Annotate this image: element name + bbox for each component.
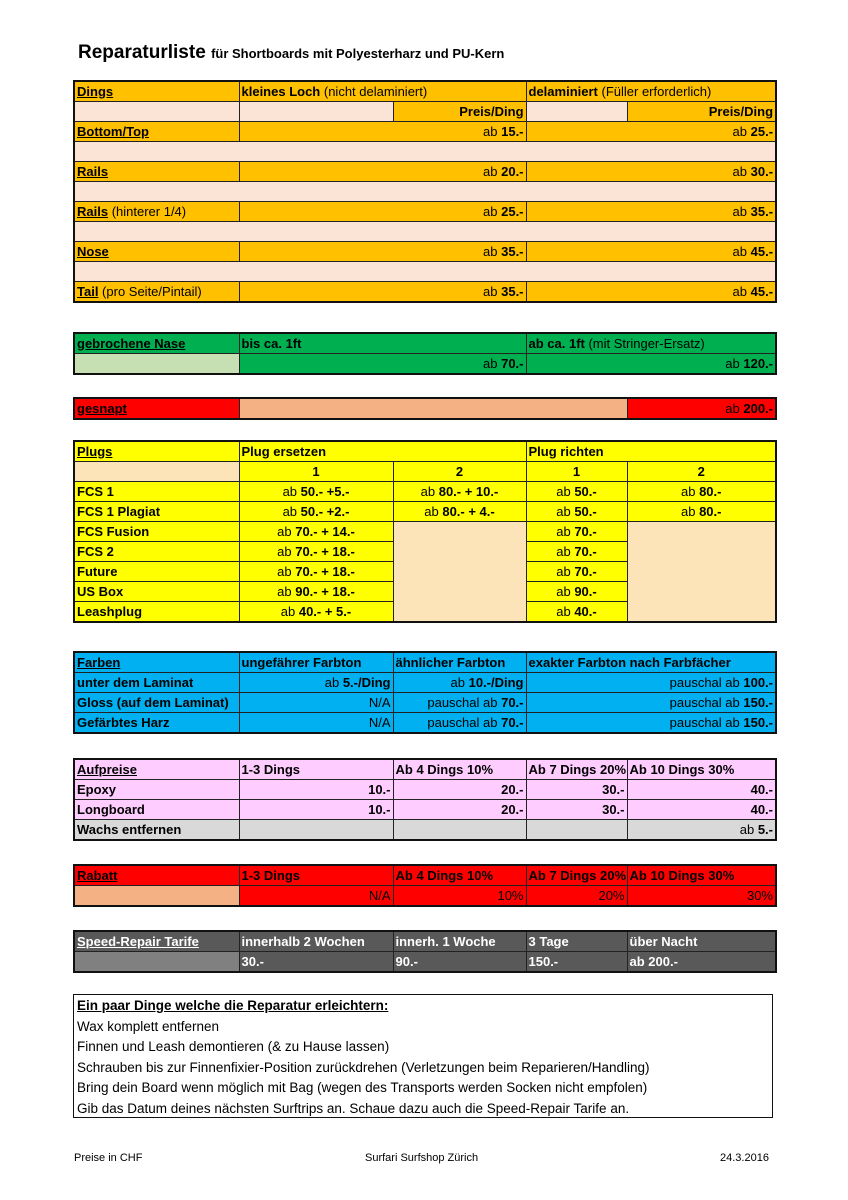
nase-price-1: ab 70.- — [239, 354, 526, 375]
nase-label: gebrochene Nase — [74, 333, 239, 354]
cell: ab 70.- + 14.- — [239, 522, 393, 542]
dings-col1-header: kleines Loch (nicht delaminiert) — [239, 81, 526, 102]
rabatt-label: Rabatt — [74, 865, 239, 886]
table-row — [74, 800, 776, 820]
cell: N/A — [239, 693, 393, 713]
cell: ab 70.- + 18.- — [239, 562, 393, 582]
rabatt-col: 1-3 Dings — [239, 865, 393, 886]
price-delam: ab 30.- — [526, 162, 776, 182]
plugs-table — [73, 440, 777, 623]
cell: ab 50.- +5.- — [239, 482, 393, 502]
farben-label: Farben — [74, 652, 239, 673]
cell: 10.- — [239, 780, 393, 800]
rabatt-col: Ab 10 Dings 30% — [627, 865, 776, 886]
row-label: FCS Fusion — [74, 522, 239, 542]
table-row — [74, 673, 776, 693]
gesnapt-table — [73, 397, 777, 420]
row-label: Future — [74, 562, 239, 582]
price-delam: ab 45.- — [526, 282, 776, 303]
cell: ab 80.- + 4.- — [393, 502, 526, 522]
price-small: ab 25.- — [239, 202, 526, 222]
cell: ab 70.- — [526, 562, 627, 582]
list-item: Finnen und Leash demontieren (& zu Hause lassen) — [77, 1039, 390, 1054]
price-delam: ab 25.- — [526, 122, 776, 142]
row-label: Tail (pro Seite/Pintail) — [74, 282, 239, 303]
footer-currency: Preise in CHF — [74, 1152, 143, 1164]
price-small: ab 35.- — [239, 242, 526, 262]
price-small: ab 35.- — [239, 282, 526, 303]
row-label: Wachs entfernen — [74, 820, 239, 841]
table-row — [74, 482, 776, 502]
price-small: ab 15.- — [239, 122, 526, 142]
speed-header-row — [74, 931, 776, 952]
row-label: Longboard — [74, 800, 239, 820]
price-small: ab 20.- — [239, 162, 526, 182]
speed-label: Speed-Repair Tarife — [74, 931, 239, 952]
cell: ab 50.- — [526, 502, 627, 522]
rabatt-table — [73, 864, 777, 907]
table-row — [74, 282, 776, 303]
cell: ab 200.- — [627, 952, 776, 973]
cell: ab 80.- + 10.- — [393, 482, 526, 502]
list-item: Wax komplett entfernen — [77, 1018, 220, 1034]
gesnapt-price: ab 200.- — [627, 398, 776, 419]
aufpreise-col: Ab 10 Dings 30% — [627, 759, 776, 780]
rabatt-header-row — [74, 865, 776, 886]
cell: N/A — [239, 713, 393, 734]
row-label: FCS 1 Plagiat — [74, 502, 239, 522]
plugs-col2: Plug richten — [526, 441, 776, 462]
row-label: FCS 1 — [74, 482, 239, 502]
table-row — [74, 952, 776, 973]
dings-col2-header: delaminiert (Füller erforderlich) — [526, 81, 776, 102]
cell: 20.- — [393, 800, 526, 820]
speed-col: 3 Tage — [526, 931, 627, 952]
plugs-sub: 1 — [526, 462, 627, 482]
title-sub: für Shortboards mit Polyesterharz und PU-Kern — [211, 46, 505, 61]
row-label: Gefärbtes Harz — [74, 713, 239, 734]
price-delam: ab 35.- — [526, 202, 776, 222]
cell: ab 40.- — [526, 602, 627, 623]
table-row — [74, 522, 776, 542]
dings-header-row — [74, 81, 776, 102]
farben-header-row — [74, 652, 776, 673]
price-header-2: Preis/Ding — [627, 102, 776, 122]
price-delam: ab 45.- — [526, 242, 776, 262]
footer-date: 24.3.2016 — [720, 1152, 769, 1164]
list-item: Schrauben bis zur Finnenfixier-Position zurückdrehen (Verletzungen beim Reparieren/Handling) — [77, 1059, 650, 1075]
table-row — [74, 502, 776, 522]
nase-price-2: ab 120.- — [526, 354, 776, 375]
plugs-label: Plugs — [74, 441, 239, 462]
table-row — [74, 713, 776, 734]
list-item: Bring dein Board wenn möglich mit Bag (wegen des Transports werden Socken nicht empfolen) — [77, 1080, 648, 1095]
cell: 30.- — [526, 780, 627, 800]
cell: 40.- — [627, 780, 776, 800]
cell: ab 10.-/Ding — [393, 673, 526, 693]
rabatt-col: Ab 4 Dings 10% — [393, 865, 526, 886]
row-label: Gloss (auf dem Laminat) — [74, 693, 239, 713]
row-label: Leashplug — [74, 602, 239, 623]
table-row — [74, 202, 776, 222]
cell: ab 5.-/Ding — [239, 673, 393, 693]
speed-col: innerhalb 2 Wochen — [239, 931, 393, 952]
cell: ab 50.- +2.- — [239, 502, 393, 522]
nase-col1: bis ca. 1ft — [239, 333, 526, 354]
tips-box — [73, 994, 773, 1118]
row-label: unter dem Laminat — [74, 673, 239, 693]
plugs-sub-row — [74, 462, 776, 482]
cell: pauschal ab 70.- — [393, 713, 526, 734]
cell: ab 50.- — [526, 482, 627, 502]
footer-shop: Surfari Surfshop Zürich — [365, 1152, 479, 1164]
row-label: Nose — [74, 242, 239, 262]
table-row — [74, 780, 776, 800]
plugs-sub: 2 — [627, 462, 776, 482]
row-label: US Box — [74, 582, 239, 602]
farben-col2: ähnlicher Farbton — [393, 652, 526, 673]
cell: 30.- — [526, 800, 627, 820]
cell: 30% — [627, 886, 776, 907]
cell: 30.- — [239, 952, 393, 973]
table-row — [74, 820, 776, 841]
gesnapt-row — [74, 398, 776, 419]
cell: 20.- — [393, 780, 526, 800]
aufpreise-label: Aufpreise — [74, 759, 239, 780]
rabatt-col: Ab 7 Dings 20% — [526, 865, 627, 886]
cell: ab 40.- + 5.- — [239, 602, 393, 623]
cell: ab 90.- + 18.- — [239, 582, 393, 602]
cell: ab 5.- — [627, 820, 776, 841]
table-row — [74, 693, 776, 713]
table-row — [74, 122, 776, 142]
cell: ab 70.- + 18.- — [239, 542, 393, 562]
aufpreise-col: 1-3 Dings — [239, 759, 393, 780]
cell: pauschal ab 150.- — [526, 713, 776, 734]
plugs-col1: Plug ersetzen — [239, 441, 526, 462]
cell: 10.- — [239, 800, 393, 820]
row-label: Rails (hinterer 1/4) — [74, 202, 239, 222]
nase-table — [73, 332, 777, 375]
cell: 150.- — [526, 952, 627, 973]
table-row — [74, 162, 776, 182]
nase-col2: ab ca. 1ft (mit Stringer-Ersatz) — [526, 333, 776, 354]
table-row — [74, 886, 776, 907]
plugs-sub: 1 — [239, 462, 393, 482]
plugs-sub: 2 — [393, 462, 526, 482]
farben-col1: ungefährer Farbton — [239, 652, 393, 673]
nase-header-row — [74, 333, 776, 354]
speed-col: innerh. 1 Woche — [393, 931, 526, 952]
cell: N/A — [239, 886, 393, 907]
cell: pauschal ab 150.- — [526, 693, 776, 713]
plugs-header-row — [74, 441, 776, 462]
aufpreise-header-row — [74, 759, 776, 780]
cell: pauschal ab 70.- — [393, 693, 526, 713]
cell: pauschal ab 100.- — [526, 673, 776, 693]
tips-heading: Ein paar Dinge welche die Reparatur erleichtern: — [77, 998, 389, 1013]
farben-table — [73, 651, 777, 734]
cell: 10% — [393, 886, 526, 907]
gesnapt-label: gesnapt — [74, 398, 239, 419]
nase-price-row — [74, 354, 776, 375]
page-title — [78, 42, 504, 64]
dings-price-header-row — [74, 102, 776, 122]
speed-col: über Nacht — [627, 931, 776, 952]
dings-table — [73, 80, 777, 303]
row-label: FCS 2 — [74, 542, 239, 562]
aufpreise-col: Ab 4 Dings 10% — [393, 759, 526, 780]
price-header-1: Preis/Ding — [393, 102, 526, 122]
cell: ab 80.- — [627, 502, 776, 522]
row-label: Rails — [74, 162, 239, 182]
dings-label: Dings — [74, 81, 239, 102]
cell: ab 70.- — [526, 542, 627, 562]
speed-table — [73, 930, 777, 973]
cell: 40.- — [627, 800, 776, 820]
row-label: Epoxy — [74, 780, 239, 800]
cell: 20% — [526, 886, 627, 907]
cell: ab 70.- — [526, 522, 627, 542]
row-label: Bottom/Top — [74, 122, 239, 142]
cell: 90.- — [393, 952, 526, 973]
aufpreise-table — [73, 758, 777, 841]
table-row — [74, 242, 776, 262]
farben-col3: exakter Farbton nach Farbfächer — [526, 652, 776, 673]
cell: ab 90.- — [526, 582, 627, 602]
list-item: Gib das Datum deines nächsten Surftrips an. Schaue dazu auch die Speed-Repair Tarife an. — [77, 1100, 630, 1116]
title-main: Reparaturliste — [78, 42, 206, 63]
cell: ab 80.- — [627, 482, 776, 502]
aufpreise-col: Ab 7 Dings 20% — [526, 759, 627, 780]
